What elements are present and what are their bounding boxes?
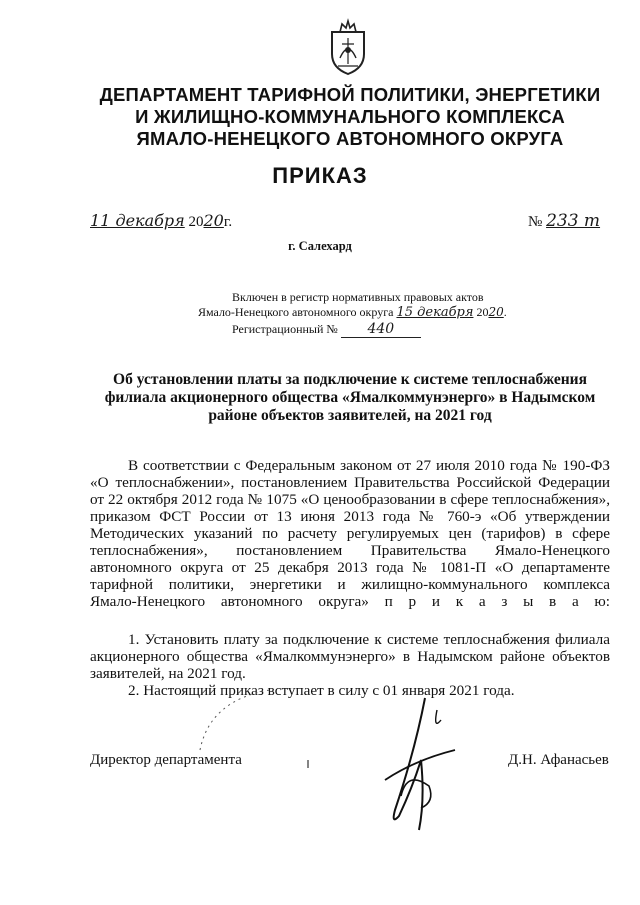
subject-line-3: районе объектов заявителей, на 2021 год: [208, 407, 492, 424]
signatory-position: Директор департамента: [90, 752, 242, 768]
order-item-2: [90, 682, 610, 699]
preamble-line: тарифной политики, энергетики и жилищно-коммунального комплекса: [90, 576, 610, 593]
org-name-line-1: ДЕПАРТАМЕНТ ТАРИФНОЙ ПОЛИТИКИ, ЭНЕРГЕТИКИ: [99, 84, 601, 105]
number-label: №: [528, 214, 543, 230]
year-suffix: г.: [223, 214, 233, 230]
org-name-line-3: ЯМАЛО-НЕНЕЦКОГО АВТОНОМНОГО ОКРУГА: [136, 128, 564, 149]
order-number: [528, 211, 600, 231]
registry-handwritten-number: 440: [341, 321, 421, 338]
registry-prefix: Ямало-Ненецкого автономного округа: [198, 305, 394, 319]
coat-of-arms-emblem: [326, 18, 370, 76]
handwritten-year: 20: [203, 211, 224, 230]
signatory-name: Д.Н. Афанасьев: [508, 752, 609, 768]
preamble-line: «О теплоснабжении», постановлением Правительства Российской Федерации: [90, 474, 610, 491]
preamble-line: Ямало-Ненецкого автономного округа» п р и к а з ы в а ю:: [90, 593, 610, 610]
preamble-line: Методических указаний по расчету регулируемых цен (тарифов) в сфере: [90, 525, 610, 542]
preamble-line: В соответствии с Федеральным законом от 27 июля 2010 года № 190-ФЗ: [128, 457, 610, 474]
city-label: г. Салехард: [288, 239, 352, 253]
item-1-line: 1. Установить плату за подключение к системе теплоснабжения филиала: [128, 631, 610, 648]
preamble-line: автономного округа от 25 декабря 2013 года № 1081-П «О департаменте: [90, 559, 610, 576]
registry-line-1: Включен в регистр нормативных правовых актов: [232, 290, 484, 304]
preamble-line: приказом ФСТ России от 13 июня 2013 года № 760-э «Об утверждении: [90, 508, 610, 525]
registry-handwritten-year: 20: [488, 305, 504, 319]
handwritten-date: 11 декабря: [90, 211, 185, 230]
stamp-outline: [180, 680, 330, 810]
handwritten-signature: [355, 690, 475, 840]
registry-suffix: .: [503, 305, 507, 319]
registry-number-label: Регистрационный №: [232, 322, 338, 336]
registry-line-3: [232, 321, 421, 338]
preamble-line: теплоснабжения», постановлением Правительства Ямало-Ненецкого: [90, 542, 610, 559]
item-2-line: 2. Настоящий приказ вступает в силу с 01 января 2021 года.: [128, 682, 515, 699]
item-1-line: заявителей, на 2021 год.: [90, 665, 246, 682]
registry-year-prefix: 20: [476, 305, 489, 319]
preamble-line: от 22 октября 2012 года № 1075 «О ценообразовании в сфере теплоснабжения»,: [90, 491, 610, 508]
preamble-paragraph: [90, 457, 610, 610]
handwritten-number: 233 т: [546, 211, 601, 231]
registry-handwritten-date: 15 декабря: [396, 305, 474, 320]
registry-line-2: [198, 305, 507, 320]
order-subject: [90, 371, 610, 425]
org-name-line-2: И ЖИЛИЩНО-КОММУНАЛЬНОГО КОМПЛЕКСА: [135, 106, 565, 127]
order-date: [90, 211, 232, 231]
year-prefix: 20: [188, 214, 204, 230]
order-item-1: [90, 631, 610, 682]
subject-line-1: Об установлении платы за подключение к системе теплоснабжения: [113, 371, 587, 388]
subject-line-2: филиала акционерного общества «Ямалкоммунэнерго» в Надымском: [104, 389, 596, 406]
item-1-line: акционерного общества «Ямалкоммунэнерго» в Надымском районе объектов: [90, 648, 610, 665]
document-title: ПРИКАЗ: [272, 163, 368, 188]
